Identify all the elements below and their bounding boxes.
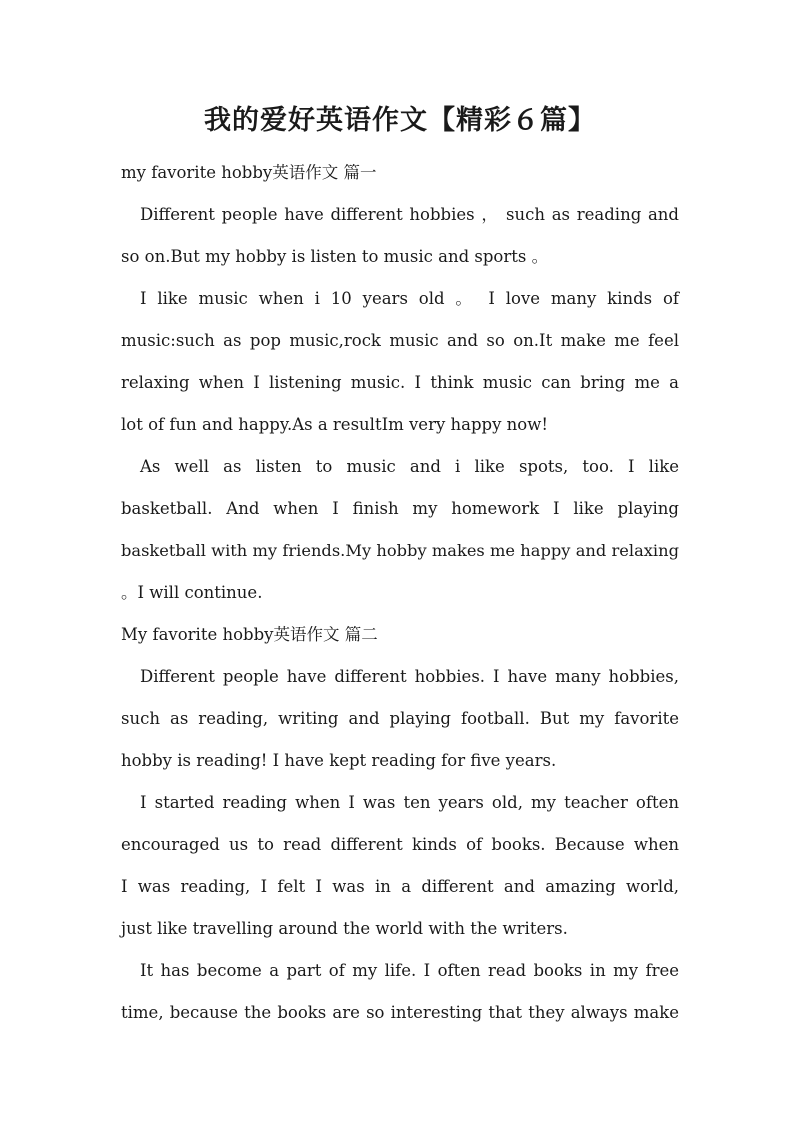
text-line: time, because the books are so interesting that they always make [121,1003,679,1022]
text-line: lot of fun and happy.As a resultIm very happy now! [121,415,548,434]
document-body [121,152,679,1034]
text-line: my favorite hobby英语作文 篇一 [121,163,377,182]
text-line: As well as listen to music and i like spots, too. I like [140,457,679,476]
text-line: I was reading, I felt I was in a different and amazing world, [121,877,679,896]
text-line: It has become a part of my life. I often read books in my free [140,961,679,980]
text-line: My favorite hobby英语作文 篇二 [121,625,378,644]
text-line: basketball with my friends.My hobby makes me happy and relaxing [121,541,679,560]
text-line: 。I will continue. [121,583,263,602]
text-line: music:such as pop music,rock music and so on.It make me feel [121,331,679,350]
text-line: just like travelling around the world with the writers. [121,919,568,938]
text-line: so on.But my hobby is listen to music and sports 。 [121,247,549,266]
text-line: basketball. And when I finish my homework I like playing [121,499,679,518]
text-line: I like music when i 10 years old 。 I love many kinds of [140,289,679,308]
text-line: encouraged us to read different kinds of books. Because when [121,835,679,854]
document-title: 我的爱好英语作文【精彩６篇】 [204,105,596,136]
text-line: Different people have different hobbies. I have many hobbies, [140,667,679,686]
text-line: I started reading when I was ten years old, my teacher often [140,793,679,812]
text-line: such as reading, writing and playing football. But my favorite [121,709,679,728]
text-line: relaxing when I listening music. I think music can bring me a [121,373,679,392]
text-line: Different people have different hobbies ， such as reading and [140,205,679,224]
text-line: hobby is reading! I have kept reading for five years. [121,751,557,770]
